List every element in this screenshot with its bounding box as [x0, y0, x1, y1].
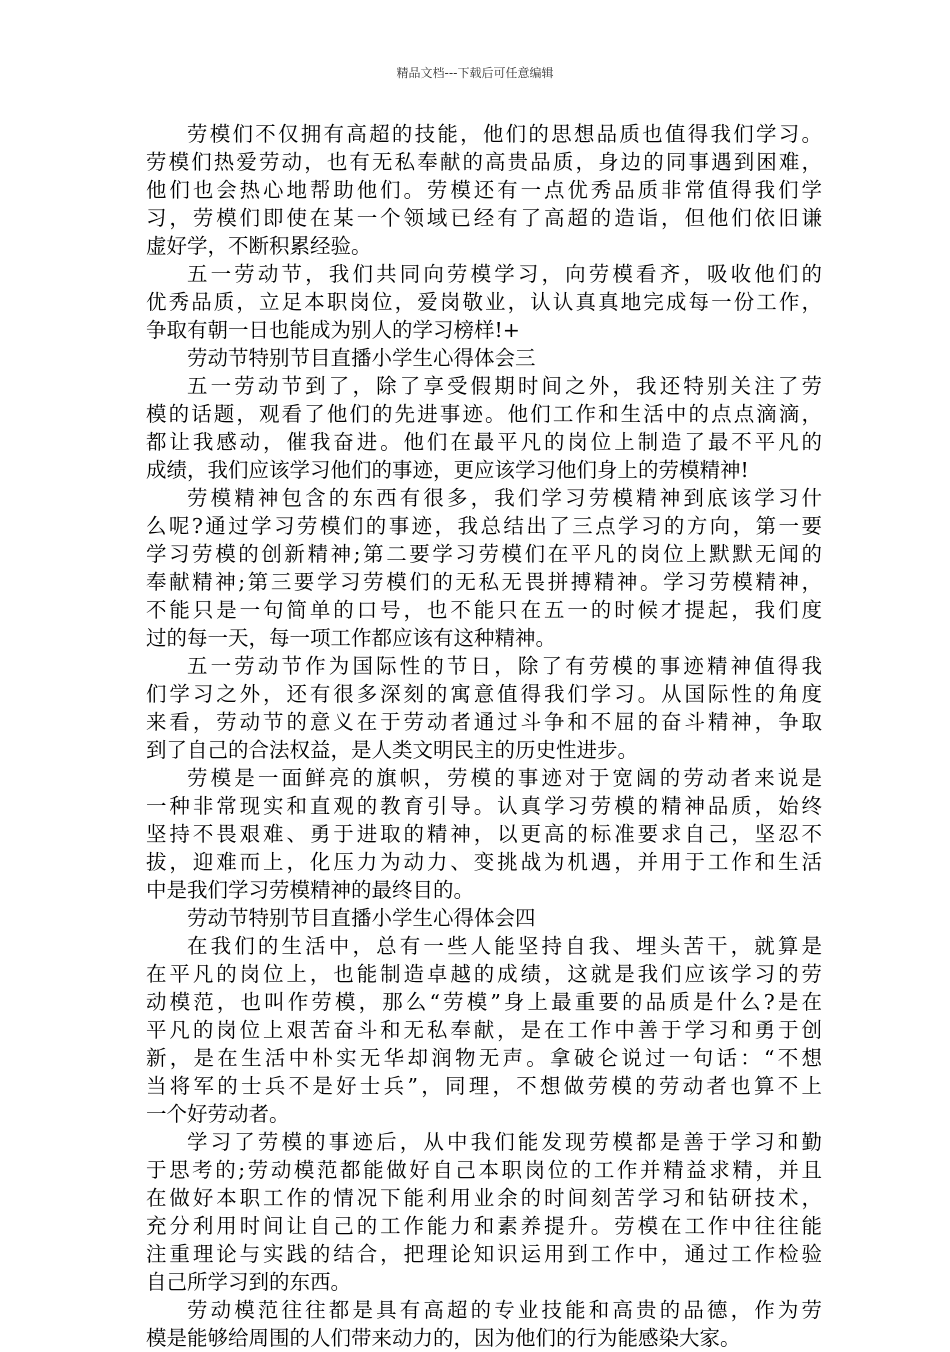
- text-line: 到了自己的合法权益，是人类文明民主的历史性进步。: [146, 738, 638, 762]
- text-line: 劳动模范往往都是具有高超的专业技能和高贵的品德，作为劳: [187, 1298, 822, 1322]
- text-line: 一个好劳动者。: [146, 1102, 290, 1126]
- text-line: 学习劳模的创新精神;第二要学习劳模们在平凡的岗位上默默无闻的: [146, 542, 822, 566]
- text-line: 在我们的生活中，总有一些人能坚持自我、埋头苦干，就算是: [187, 934, 822, 958]
- text-line: 中是我们学习劳模精神的最终目的。: [146, 878, 474, 902]
- text-line: 成绩，我们应该学习他们的事迹，更应该学习他们身上的劳模精神!: [146, 458, 749, 482]
- text-line: 新，是在生活中朴实无华却润物无声。拿破仑说过一句话：“不想: [146, 1046, 822, 1070]
- text-line: 充分利用时间让自己的工作能力和素养提升。劳模在工作中往往能: [146, 1214, 822, 1238]
- text-line: 都让我感动，催我奋进。他们在最平凡的岗位上制造了最不平凡的: [146, 430, 822, 454]
- text-line: 劳模们不仅拥有高超的技能，他们的思想品质也值得我们学习。: [187, 122, 822, 146]
- text-line: 模是能够给周围的人们带来动力的，因为他们的行为能感染大家。: [146, 1326, 741, 1350]
- text-line: 学习了劳模的事迹后，从中我们能发现劳模都是善于学习和勤: [187, 1130, 822, 1154]
- text-line: 优秀品质，立足本职岗位，爱岗敬业，认认真真地完成每一份工作，: [146, 290, 822, 314]
- text-line: 不能只是一句简单的口号，也不能只在五一的时候才提起，我们度: [146, 598, 822, 622]
- text-line: 自己所学习到的东西。: [146, 1270, 351, 1294]
- text-line: 奉献精神;第三要学习劳模们的无私无畏拼搏精神。学习劳模精神，: [146, 570, 822, 594]
- text-line: 在平凡的岗位上，也能制造卓越的成绩，这就是我们应该学习的劳: [146, 962, 822, 986]
- text-line: 五一劳动节到了，除了享受假期时间之外，我还特别关注了劳: [187, 374, 822, 398]
- text-line: 当将军的士兵不是好士兵”，同理，不想做劳模的劳动者也算不上: [146, 1074, 822, 1098]
- text-line: 劳模是一面鲜亮的旗帜，劳模的事迹对于宽阔的劳动者来说是: [187, 766, 822, 790]
- text-line: 来看，劳动节的意义在于劳动者通过斗争和不屈的奋斗精神，争取: [146, 710, 822, 734]
- text-line: 一种非常现实和直观的教育引导。认真学习劳模的精神品质，始终: [146, 794, 822, 818]
- text-line: 争取有朝一日也能成为别人的学习榜样!+: [146, 318, 520, 342]
- text-line: 劳动节特别节目直播小学生心得体会四: [187, 906, 536, 930]
- text-line: 习，劳模们即使在某一个领域已经有了高超的造诣，但他们依旧谦: [146, 206, 822, 230]
- text-line: 在做好本职工作的情况下能利用业余的时间刻苦学习和钻研技术，: [146, 1186, 822, 1210]
- text-line: 五一劳动节作为国际性的节日，除了有劳模的事迹精神值得我: [187, 654, 822, 678]
- text-line: 他们也会热心地帮助他们。劳模还有一点优秀品质非常值得我们学: [146, 178, 822, 202]
- page-header: 精品文档---下载后可任意编辑: [396, 66, 554, 80]
- text-line: 过的每一天，每一项工作都应该有这种精神。: [146, 626, 556, 650]
- text-line: 动模范，也叫作劳模，那么“劳模”身上最重要的品质是什么?是在: [146, 990, 822, 1014]
- text-line: 五一劳动节，我们共同向劳模学习，向劳模看齐，吸收他们的: [187, 262, 822, 286]
- text-line: 劳模们热爱劳动，也有无私奉献的高贵品质，身边的同事遇到困难，: [146, 150, 822, 174]
- text-line: 拔，迎难而上，化压力为动力、变挑战为机遇，并用于工作和生活: [146, 850, 822, 874]
- text-line: 于思考的;劳动模范都能做好自己本职岗位的工作并精益求精，并且: [146, 1158, 822, 1182]
- text-line: 劳动节特别节目直播小学生心得体会三: [187, 346, 536, 370]
- text-line: 平凡的岗位上艰苦奋斗和无私奉献，是在工作中善于学习和勇于创: [146, 1018, 822, 1042]
- text-line: 模的话题，观看了他们的先进事迹。他们工作和生活中的点点滴滴，: [146, 402, 822, 426]
- text-line: 么呢?通过学习劳模们的事迹，我总结出了三点学习的方向，第一要: [146, 514, 822, 538]
- text-line: 虚好学，不断积累经验。: [146, 234, 372, 258]
- document-body: [146, 120, 822, 1352]
- text-line: 坚持不畏艰难、勇于进取的精神，以更高的标准要求自己，坚忍不: [146, 822, 822, 846]
- text-line: 劳模精神包含的东西有很多，我们学习劳模精神到底该学习什: [187, 486, 822, 510]
- text-line: 注重理论与实践的结合，把理论知识运用到工作中，通过工作检验: [146, 1242, 822, 1266]
- text-line: 们学习之外，还有很多深刻的寓意值得我们学习。从国际性的角度: [146, 682, 822, 706]
